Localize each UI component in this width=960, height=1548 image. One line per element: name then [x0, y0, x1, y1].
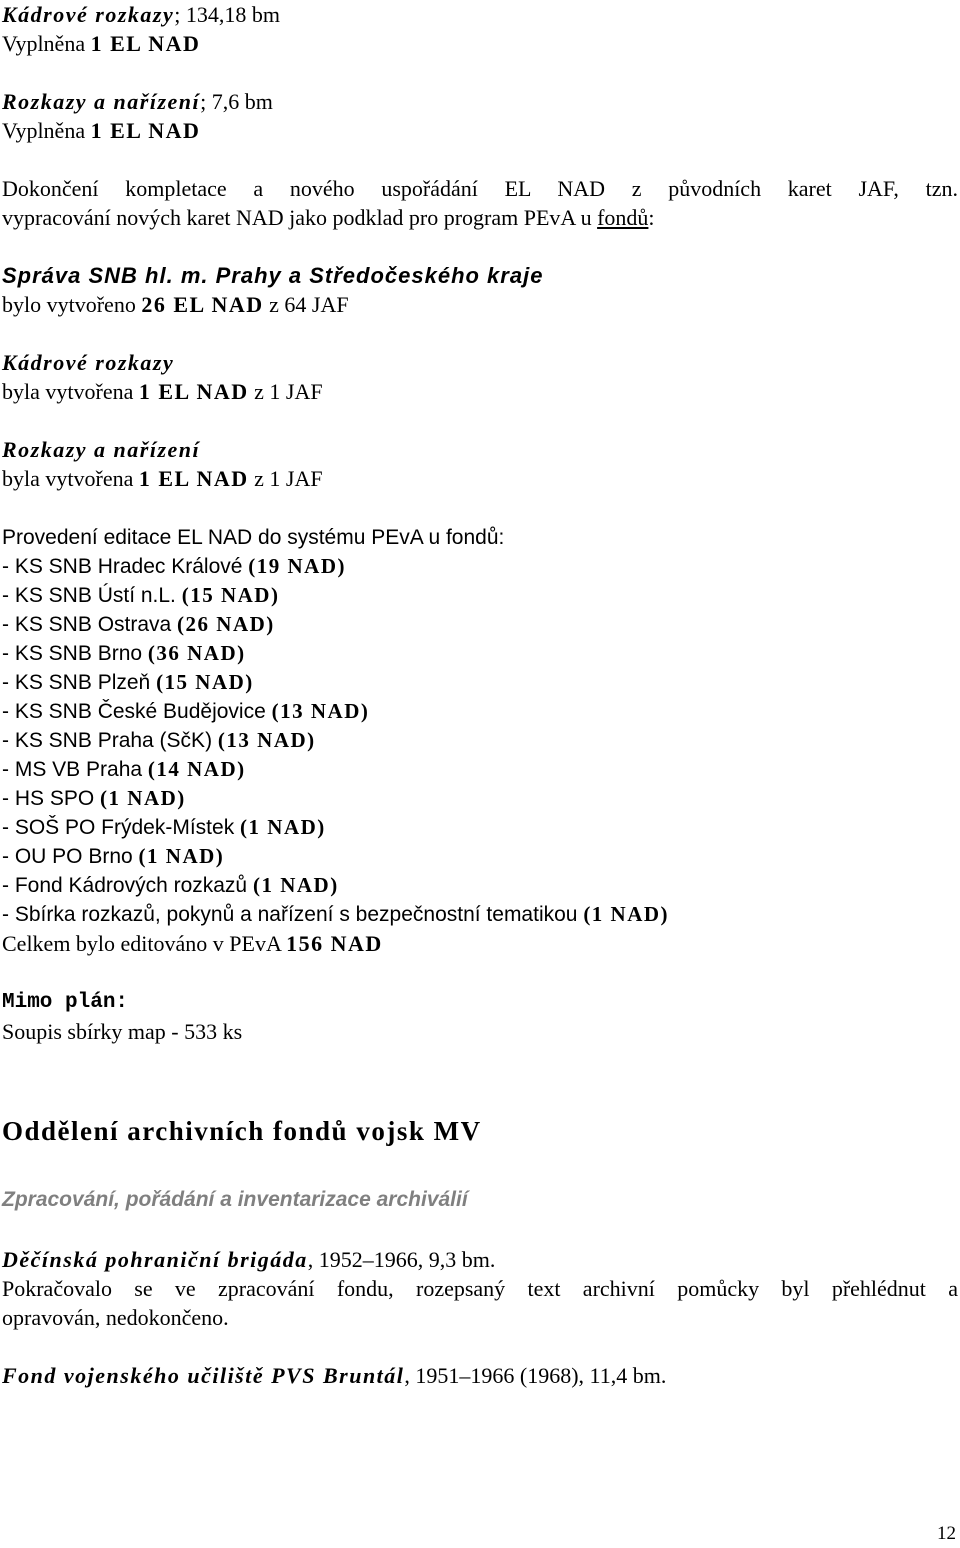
list-item-text: - OU PO Brno [2, 845, 139, 868]
list-item-count: (26 NAD) [177, 612, 275, 636]
mimo-plan-title: Mimo plán: [2, 991, 129, 1014]
filled-count: 1 EL NAD [90, 118, 201, 143]
rozkazy-narizeni-line [2, 87, 273, 116]
editing-list [2, 552, 669, 929]
rozkazy-narizeni-title-2: Rozkazy a nařízení [2, 437, 201, 462]
snb-line-post: z 64 JAF [263, 292, 349, 317]
list-item-text: - KS SNB Ostrava [2, 613, 178, 636]
fund-meta: , 1951–1966 (1968), 11,4 bm. [404, 1363, 667, 1388]
list-item [2, 842, 669, 871]
line-count: 1 EL NAD [138, 466, 249, 491]
list-item [2, 697, 669, 726]
decin-line [2, 1245, 495, 1274]
decin-paragraph-line2: opravován, nedokončeno. [2, 1305, 229, 1330]
kadrove-rozkazy-filled [2, 29, 200, 58]
fund-title: Kádrové rozkazy [2, 2, 175, 27]
kadrove-rozkazy-line [2, 0, 280, 29]
line-pre: byla vytvořena [2, 379, 139, 404]
snb-title: Správa SNB hl. m. Prahy a Středočeského kraje [2, 263, 544, 288]
section-heading: Oddělení archivních fondů vojsk MV [2, 1116, 482, 1146]
line-pre: byla vytvořena [2, 466, 139, 491]
list-item-text: - KS SNB Ústí n.L. [2, 584, 182, 607]
line-count: 1 EL NAD [138, 379, 249, 404]
list-item-count: (13 NAD) [217, 728, 316, 752]
fund-meta: ; 134,18 bm [174, 2, 280, 27]
list-item-text: - HS SPO [2, 787, 101, 810]
page-number: 12 [937, 1523, 956, 1544]
list-item-text: - Fond Kádrových rozkazů [2, 874, 253, 897]
list-item-count: (14 NAD) [147, 757, 246, 781]
list-item-count: (15 NAD) [156, 670, 254, 694]
editing-intro: Provedení editace EL NAD do systému PEvA u fondů: [2, 526, 505, 549]
line-post: z 1 JAF [248, 466, 323, 491]
list-item [2, 813, 669, 842]
list-item [2, 639, 669, 668]
list-item-count: (1 NAD) [100, 786, 186, 810]
decin-paragraph-line1: Pokračovalo se ve zpracování fondu, rozepsaný text archivní pomůcky byl přehlédnut a [2, 1276, 958, 1301]
list-item-text: - MS VB Praha [2, 758, 148, 781]
list-item [2, 581, 669, 610]
kadrove-rozkazy-line-2 [2, 377, 323, 406]
list-item-text: - KS SNB Praha (SčK) [2, 729, 218, 752]
list-item [2, 552, 669, 581]
bruntal-line [2, 1361, 666, 1390]
list-item-count: (1 NAD) [240, 815, 326, 839]
filled-label: Vyplněna [2, 31, 91, 56]
list-item-count: (36 NAD) [147, 641, 246, 665]
list-item-count: (1 NAD) [138, 844, 225, 868]
line-post: z 1 JAF [248, 379, 323, 404]
completion-paragraph-line2: vypracování nových karet NAD jako podklad pro program PEvA u fondů: [2, 205, 655, 230]
list-item [2, 755, 669, 784]
list-item [2, 871, 669, 900]
list-item-count: (13 NAD) [271, 699, 370, 723]
list-item [2, 668, 669, 697]
list-item-count: (1 NAD) [252, 873, 339, 897]
mimo-plan-line: Soupis sbírky map - 533 ks [2, 1019, 243, 1044]
list-item-count: (1 NAD) [583, 902, 670, 926]
list-item [2, 610, 669, 639]
fund-meta: , 1952–1966, 9,3 bm. [307, 1247, 496, 1272]
list-item [2, 900, 669, 929]
list-item-text: - SOŠ PO Frýdek-Místek [2, 816, 241, 839]
list-item-text: - KS SNB Plzeň [2, 671, 157, 694]
list-item-text: - KS SNB Hradec Králové [2, 555, 249, 578]
snb-line-count: 26 EL NAD [141, 292, 264, 317]
snb-line [2, 290, 349, 319]
editing-total [2, 929, 383, 958]
list-item-count: (19 NAD) [248, 554, 346, 578]
list-item-count: (15 NAD) [181, 583, 280, 607]
filled-count: 1 EL NAD [90, 31, 201, 56]
rozkazy-narizeni-filled [2, 116, 200, 145]
fund-meta: ; 7,6 bm [200, 89, 273, 114]
snb-line-pre: bylo vytvořeno [2, 292, 142, 317]
list-item [2, 784, 669, 813]
filled-label: Vyplněna [2, 118, 91, 143]
kadrove-rozkazy-title-2: Kádrové rozkazy [2, 350, 175, 375]
fund-title: Děčínská pohraniční brigáda [2, 1247, 308, 1272]
section-subheading: Zpracování, pořádání a inventarizace archiválií [2, 1188, 468, 1211]
fund-title: Rozkazy a nařízení [2, 89, 201, 114]
list-item-text: - KS SNB České Budějovice [2, 700, 272, 723]
list-item [2, 726, 669, 755]
completion-paragraph-line1: Dokončení kompletace a nového uspořádání EL NAD z původních karet JAF, tzn. [2, 176, 958, 201]
rozkazy-narizeni-line-2 [2, 464, 323, 493]
total-count: 156 NAD [286, 931, 383, 956]
fund-title: Fond vojenského učiliště PVS Bruntál [2, 1363, 405, 1388]
list-item-text: - Sbírka rozkazů, pokynů a nařízení s bezpečnostní tematikou [2, 903, 584, 926]
total-label: Celkem bylo editováno v PEvA [2, 931, 287, 956]
list-item-text: - KS SNB Brno [2, 642, 148, 665]
